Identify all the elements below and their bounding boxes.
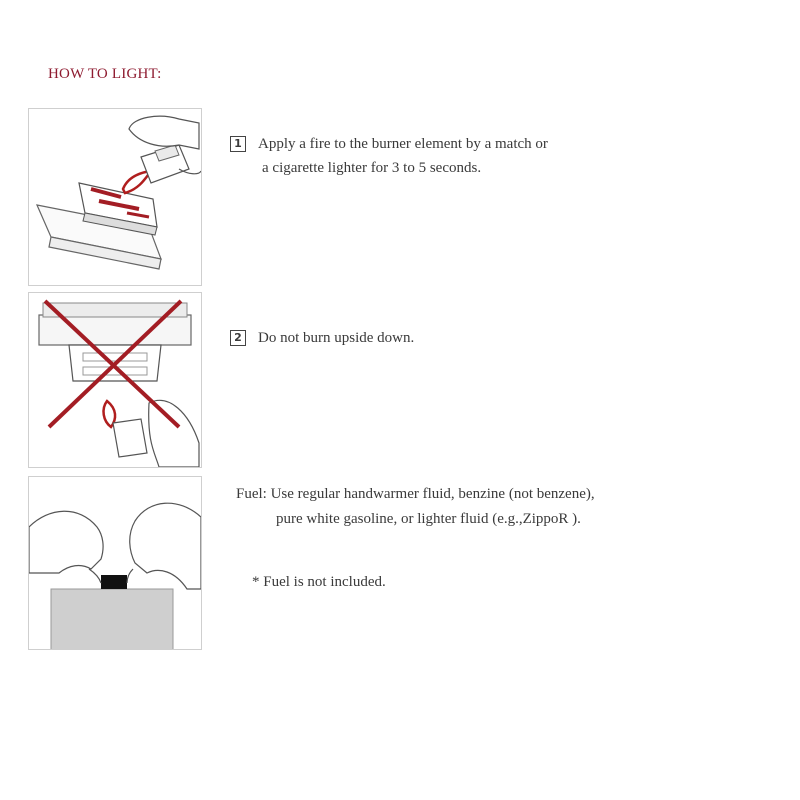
- step-1-instruction: [230, 132, 548, 180]
- illustration-fuel-fill: [28, 476, 202, 650]
- upside-down-drawing: [29, 293, 201, 467]
- step-1-line2: a cigarette lighter for 3 to 5 seconds.: [262, 160, 482, 176]
- step-2-line1: Do not burn upside down.: [258, 330, 415, 346]
- fuel-fill-drawing: [29, 477, 201, 649]
- fuel-line1: Fuel: Use regular handwarmer fluid, benzine (not benzene),: [236, 486, 595, 502]
- apply-fire-drawing: [29, 109, 201, 285]
- fuel-instructions: [236, 482, 595, 532]
- fuel-not-included-note: * Fuel is not included.: [252, 574, 386, 590]
- page-title: HOW TO LIGHT:: [48, 66, 162, 82]
- step-2-instruction: [230, 326, 414, 350]
- illustration-apply-fire: [28, 108, 202, 286]
- illustration-upside-down-warning: [28, 292, 202, 468]
- step-1-line1: Apply a fire to the burner element by a match or: [258, 136, 548, 152]
- step-1-number: 1: [230, 136, 246, 152]
- fuel-line2: pure white gasoline, or lighter fluid (e.g.,ZippoR ).: [276, 511, 581, 527]
- step-2-number: 2: [230, 330, 246, 346]
